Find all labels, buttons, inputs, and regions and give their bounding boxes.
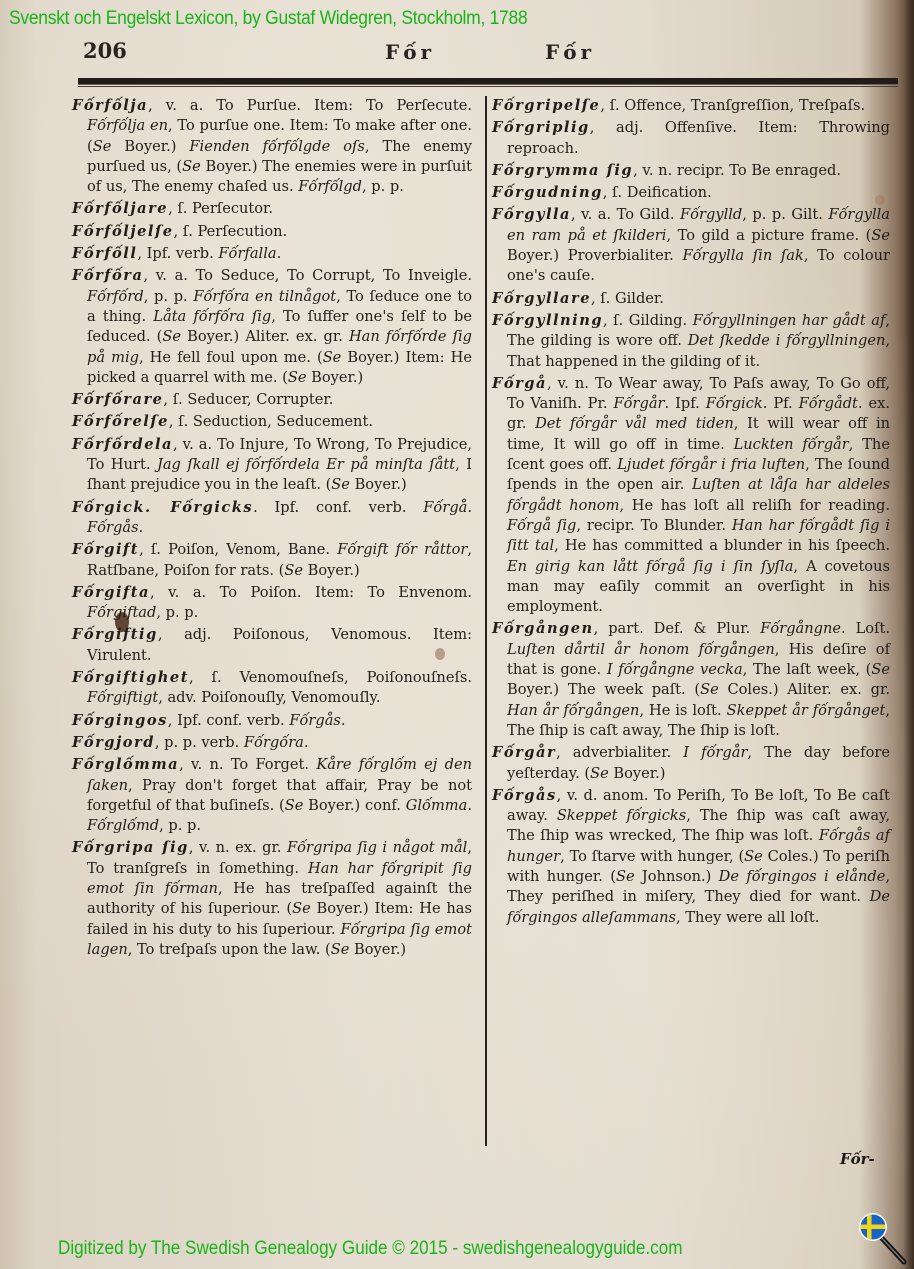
swedish-example: Se [744, 847, 763, 865]
definition-text: , The ſhip was caſt away, The ſhip was wrecked, The ſhip was loſt. [507, 807, 891, 845]
swedish-example: Fốrgår [613, 395, 665, 413]
swedish-example: Fốrgiftigt [87, 689, 159, 707]
swedish-example: Fốrgripa ſig emot lagen [87, 920, 473, 958]
definition-text: , The laſt week, ( [742, 661, 872, 679]
headword: Fốrgiftighet [72, 669, 189, 687]
definition-text: Boyer.) [349, 940, 407, 958]
definition-text: , v. a. To Purſue. Item: To Perſecute. [148, 97, 472, 114]
swedish-example: Fốrgå ſig [507, 516, 577, 534]
definition-text: Coles.) Aliter. ex. gr. [718, 681, 890, 699]
definition-text: , He fell foul upon me. ( [138, 348, 323, 366]
swedish-example: Fốrgå. Fốrgås [87, 498, 473, 536]
definition-text: , He has committed a blunder in his ſpeech. [554, 537, 891, 555]
definition-text: , v. n. To Wear away, To Paſs away, To Go off, To Vaniſh. Pr. [507, 374, 890, 413]
swedish-example: Se [284, 796, 304, 814]
swedish-example: Se [590, 764, 609, 782]
definition-text: , ſ. Poiſon, Venom, Bane. [139, 541, 338, 559]
definition-text: . [276, 245, 282, 263]
swedish-example: Se [292, 900, 311, 918]
definition-text: , He has treſpaſſed againſt the authority of his ſuperiour. ( [87, 879, 472, 918]
definition-text: , To ſuffer one's ſelf to be ſeduced. ( [87, 307, 472, 346]
dictionary-entry [492, 619, 890, 741]
dictionary-entry [492, 743, 890, 784]
dictionary-entry [72, 390, 472, 410]
running-head-left: Fốr [385, 40, 436, 64]
swedish-example: Fốrgốra [243, 733, 304, 751]
page-number: 206 [83, 38, 127, 63]
dictionary-entry [72, 838, 472, 960]
definition-text: , The ſcent goes off. [507, 435, 890, 474]
swedish-example: Fốrfốrd [87, 287, 144, 305]
definition-text: , A covetous man may eaſily commit an overſight in his employment. [507, 557, 890, 616]
swedish-example: Han fốrfốrde ſig på mig [87, 328, 473, 366]
swedish-example: Fốrgådt [798, 395, 858, 413]
swedish-example: Fốrfốlja en [87, 117, 169, 135]
swedish-example: Luſten at låſa har aldeles fốrgådt honom [507, 476, 890, 514]
swedish-example: Han har fốrgripit ſig emot ſin fốrman [87, 859, 472, 897]
swedish-example: Fốrgick [705, 395, 763, 413]
swedish-example: Luſten dårtil år honom fốrgången [507, 640, 775, 658]
dictionary-entry [72, 412, 472, 432]
definition-text: , adv. Poiſonouſly, Venomouſly. [158, 689, 381, 707]
swedish-example: Glốmma [405, 796, 468, 814]
running-head-right: Fốr [545, 40, 596, 64]
definition-text: , The gilding is wore off. [507, 311, 891, 350]
definition-text: , p. p. [361, 178, 404, 196]
swedish-example: Fốrfốlgd [298, 178, 362, 196]
headword: Fốrgick. Fốrgicks [72, 498, 254, 516]
definition-text: Boyer.) The enemies were in purſuit of us, The enemy chaſed us. [87, 157, 472, 196]
catchword: Fốr- [840, 1150, 875, 1168]
headword: Fốrglốmma [72, 756, 180, 774]
definition-text: , part. Def. & Plur. [593, 620, 761, 638]
definition-text: . Ipf. [664, 395, 706, 413]
swedish-example: Han har fốrgådt ſig i ſitt tal [507, 516, 890, 555]
definition-text: , p. p. [156, 604, 199, 622]
definition-text: Boyer.) conf. [303, 796, 406, 814]
swedish-example: En girig kan lått fốrgå ſig i ſin ſyſla [507, 557, 794, 575]
definition-text: , v. d. anom. To Periſh, To Be loſt, To Be caſt away. [507, 786, 890, 825]
definition-text: , Ipf. conf. verb. [167, 711, 290, 729]
definition-text: , p. p. Gilt. [742, 206, 829, 224]
definition-text: , To treſpaſs upon the law. ( [127, 940, 331, 958]
swedish-example: Skeppet år fốrgånget [726, 701, 886, 719]
swedish-example: Det ſkedde i fốrgyllningen [687, 332, 886, 350]
definition-text: . [303, 733, 309, 751]
headword: Fốrgiftig [72, 626, 158, 644]
definition-text: . ex. gr. [507, 395, 890, 433]
dictionary-entry [72, 540, 472, 581]
headword: Fốrgrymma ſig [492, 161, 634, 179]
definition-text: , ſ. Perſecutor. [168, 200, 274, 218]
dictionary-entry [72, 583, 472, 624]
swedish-example: Se [871, 226, 890, 244]
definition-text: , The enemy purſued us, ( [87, 137, 472, 175]
swedish-example: Låta fốrfốra ſig [153, 307, 272, 325]
headword: Fốrgripelſe [492, 97, 601, 114]
headword: Fốrfốrelſe [72, 413, 169, 431]
headword: Fốrgingos [72, 711, 168, 729]
definition-text: , adverbialiter. [556, 744, 684, 762]
definition-text: , ſ. Seducer, Corrupter. [163, 391, 334, 409]
swedish-example: Se [330, 940, 350, 958]
definition-text: , To ſeduce one to a thing. [87, 287, 472, 325]
definition-text: Boyer.) [306, 368, 364, 386]
swedish-example: Luckten fốrgår [733, 435, 849, 453]
definition-text: , v. n. recipr. To Be enraged. [633, 161, 841, 179]
definition-text: , Pray don't forget that affair, Pray be not forgetful of that buſineſs. ( [87, 776, 472, 814]
swedish-example: Se [700, 681, 719, 699]
definition-text: , p. p. [159, 817, 202, 835]
definition-text: . [467, 796, 472, 814]
headword: Fốrgången [492, 620, 594, 638]
swedish-example: Fốrgyllningen har gådt af [692, 311, 886, 329]
definition-text: , v. a. To Injure, To Wrong, To Prejudice, To Hurt. [87, 435, 472, 474]
swedish-example: Han år fốrgången [507, 701, 640, 719]
swedish-example: Ljudet fốrgår i fria luften [617, 456, 806, 474]
definition-text: , Ipf. verb. [137, 245, 219, 263]
definition-text: , I ſhant prejudice you in the leaſt. ( [87, 456, 472, 494]
swedish-example: Fốrfốra en tilnågot [193, 287, 337, 305]
definition-text: , ſ. Perſecution. [173, 222, 288, 240]
definition-text: . Loſt. [841, 620, 890, 638]
headword: Fốrgift [72, 541, 140, 559]
definition-text: Boyer.) Aliter. ex. gr. [181, 328, 349, 346]
headword: Fốrgifta [72, 583, 151, 601]
definition-text: , It will wear off in time, It will go off in time. [507, 415, 891, 453]
dictionary-entry [72, 222, 472, 242]
headword: Fốrgripa ſig [72, 839, 189, 857]
headword: Fốrfốll [72, 245, 138, 263]
swedish-example: Fốrgylla ſin ſak [682, 247, 804, 265]
definition-text: , To gild a picture frame. ( [666, 226, 872, 244]
swedish-example: Skeppet fốrgicks [556, 807, 687, 825]
swedish-example: Se [92, 137, 112, 155]
definition-text: , p. p. verb. [154, 733, 244, 751]
dictionary-entry [492, 311, 890, 372]
definition-text: Johnson.) [634, 867, 719, 885]
header-rule-thin [78, 86, 898, 87]
dictionary-entry [72, 668, 472, 709]
dictionary-entry [72, 266, 472, 388]
definition-text: , ſ. Venomouſneſs, Poiſonouſneſs. [188, 669, 472, 687]
definition-text: Coles.) To periſh with hunger. ( [507, 847, 890, 885]
headword: Fốrgriplig [492, 119, 590, 137]
swedish-example: Se [615, 867, 635, 885]
swedish-example: Fốrgylla en ram på et ſkilderi [507, 206, 891, 244]
definition-text: , v. a. To Seduce, To Corrupt, To Inveigle. [143, 267, 472, 285]
definition-text: . Ipf. conf. verb. [253, 498, 424, 516]
swedish-example: Fốrgift fốr råttor [337, 541, 468, 559]
headword: Fốrgjord [72, 733, 155, 751]
definition-text: Boyer.) [608, 764, 666, 782]
headword: Fốrfốljelſe [72, 222, 174, 240]
watermark-footer: Digitized by The Swedish Genealogy Guide © 2015 - swedishgenealogyguide.com [58, 1238, 683, 1259]
definition-text: , They were all loſt. [676, 908, 820, 926]
definition-text: Boyer.) [303, 561, 360, 579]
definition-text: Boyer.) The week paſt. ( [507, 681, 701, 699]
dictionary-entry [72, 498, 472, 539]
swedish-example: Se [162, 328, 182, 346]
dictionary-entry [492, 183, 890, 203]
definition-text: . Pf. [762, 395, 799, 413]
headword: Fốrgyllare [492, 289, 591, 307]
swedish-example: Fốrgylld [679, 206, 743, 224]
headword: Fốrfốljare [72, 200, 169, 218]
definition-text: , ſ. Seduction, Seducement. [168, 413, 373, 431]
definition-text: , To ſtarve with hunger, ( [560, 847, 745, 865]
definition-text: , The day before yeſterday. ( [507, 744, 890, 782]
swedish-example: Jag ſkall ej fốrfốrdela Er på minſta ſått [156, 456, 456, 474]
headword: Fốrfốrare [72, 391, 164, 409]
definition-text: Boyer.) [111, 137, 190, 155]
swedish-example: Se [331, 476, 350, 494]
dictionary-entry [492, 205, 890, 286]
swedish-example: De fốrgingos alleſammans [507, 888, 890, 926]
definition-text: , ſ. Offence, Tranſgreſſion, Treſpaſs. [600, 97, 866, 114]
swedish-example: Se [287, 368, 307, 386]
swedish-example: Fienden fốrfốlgde oſs [189, 137, 365, 155]
swedish-example: Fốrgripa ſig i något mål [286, 839, 468, 857]
watermark-title: Svenskt och Engelskt Lexicon, by Gustaf Widegren, Stockholm, 1788 [9, 8, 528, 29]
dictionary-entry [72, 625, 472, 666]
swedish-example: Fốrgångne [760, 620, 842, 638]
page-edge-shadow [904, 0, 914, 1269]
dictionary-entry [72, 244, 472, 264]
dictionary-entry [492, 118, 890, 159]
left-column [72, 96, 472, 962]
definition-text: , ſ. Gilder. [591, 289, 664, 307]
definition-text: , p. p. [143, 287, 194, 305]
swedish-example: Det fốrgår vål med tiden [535, 415, 734, 433]
swedish-example: Fốrgås [289, 711, 341, 729]
headword: Fốrgås [492, 786, 557, 804]
dictionary-entry [492, 289, 890, 309]
swedish-example: De fốrgingos i elånde [718, 867, 886, 885]
headword: Fốrgår [492, 744, 557, 762]
definition-text: , To colour one's cauſe. [507, 247, 890, 285]
dictionary-entry [72, 733, 472, 753]
definition-text: , The ſound ſpends in the open air. [507, 456, 890, 494]
definition-text: , They periſhed in miſery, They died for want. [507, 867, 890, 906]
headword: Fốrfốra [72, 267, 144, 285]
definition-text: , ſ. Gilding. [603, 311, 693, 329]
headword: Fốrgå [492, 374, 547, 392]
headword: Fốrfốrdela [72, 435, 173, 453]
sweden-flag-magnifier-icon[interactable] [858, 1212, 910, 1266]
swedish-example: Fốrgiftad [87, 604, 157, 622]
dictionary-entry [72, 435, 472, 496]
definition-text: , v. n. To Forget. [179, 756, 317, 774]
dictionary-entry [72, 96, 472, 197]
dictionary-entry [492, 161, 890, 181]
definition-text: , v. a. To Gild. [571, 206, 680, 224]
headword: Fốrfốlja [72, 97, 149, 114]
headword: Fốrgyllning [492, 311, 604, 329]
dictionary-entry [492, 96, 890, 116]
definition-text: Boyer.) Proverbialiter. [507, 247, 683, 265]
swedish-example: Se [182, 157, 201, 175]
definition-text: , He is loſt. [639, 701, 727, 719]
definition-text: , v. a. To Poiſon. Item: To Envenom. [150, 583, 472, 601]
swedish-example: Fốrglốmd [87, 817, 160, 835]
swedish-example: Fốrfalla [218, 245, 277, 263]
swedish-example: I fốrgår [683, 744, 748, 762]
dictionary-entry [72, 755, 472, 836]
definition-text: Boyer.) [349, 476, 407, 494]
definition-text: Boyer.) Item: He has failed in his duty to his ſuperiour. [87, 900, 472, 938]
definition-text: , recipr. To Blunder. [576, 516, 732, 534]
dictionary-entry [492, 786, 890, 928]
headword: Fốrgudning [492, 184, 603, 202]
swedish-example: I fốrgångne vecka [606, 661, 743, 679]
definition-text: . [340, 711, 346, 729]
dictionary-entry [492, 374, 890, 618]
headword: Fốrgylla [492, 206, 572, 224]
dictionary-entry [72, 199, 472, 219]
header-rule [78, 78, 898, 85]
definition-text: . [138, 518, 144, 536]
definition-text: , ſ. Deification. [602, 184, 712, 202]
dictionary-entry [72, 711, 472, 731]
swedish-example: Fốrgås af hunger [507, 827, 890, 865]
definition-text: , His deſire of that is gone. [507, 640, 890, 679]
definition-text: , v. n. ex. gr. [188, 839, 287, 857]
column-divider [485, 96, 487, 1146]
right-column [492, 96, 890, 930]
swedish-example: Se [284, 561, 303, 579]
definition-text: , To purſue one. Item: To make after one. ( [87, 117, 472, 155]
swedish-example: Kåre fốrglốm ej den ſaken [87, 756, 472, 794]
swedish-example: Se [322, 348, 342, 366]
definition-text: Boyer.) Item: He picked a quarrel with me. ( [87, 348, 472, 386]
definition-text: , adj. Poiſonous, Venomous. Item: Virulent. [87, 626, 472, 664]
definition-text: , That happened in the gilding of it. [507, 332, 890, 370]
definition-text: , The ſhip is caſt away, The ſhip is loſt. [507, 701, 890, 739]
definition-text: , Ratſbane, Poiſon for rats. ( [87, 541, 472, 579]
definition-text: , He has loſt all reliſh for reading. [619, 496, 891, 514]
swedish-example: Se [871, 661, 890, 679]
definition-text: , To tranſgreſs in ſomething. [87, 839, 472, 877]
definition-text: , adj. Offenſive. Item: Throwing reproach. [507, 119, 890, 157]
